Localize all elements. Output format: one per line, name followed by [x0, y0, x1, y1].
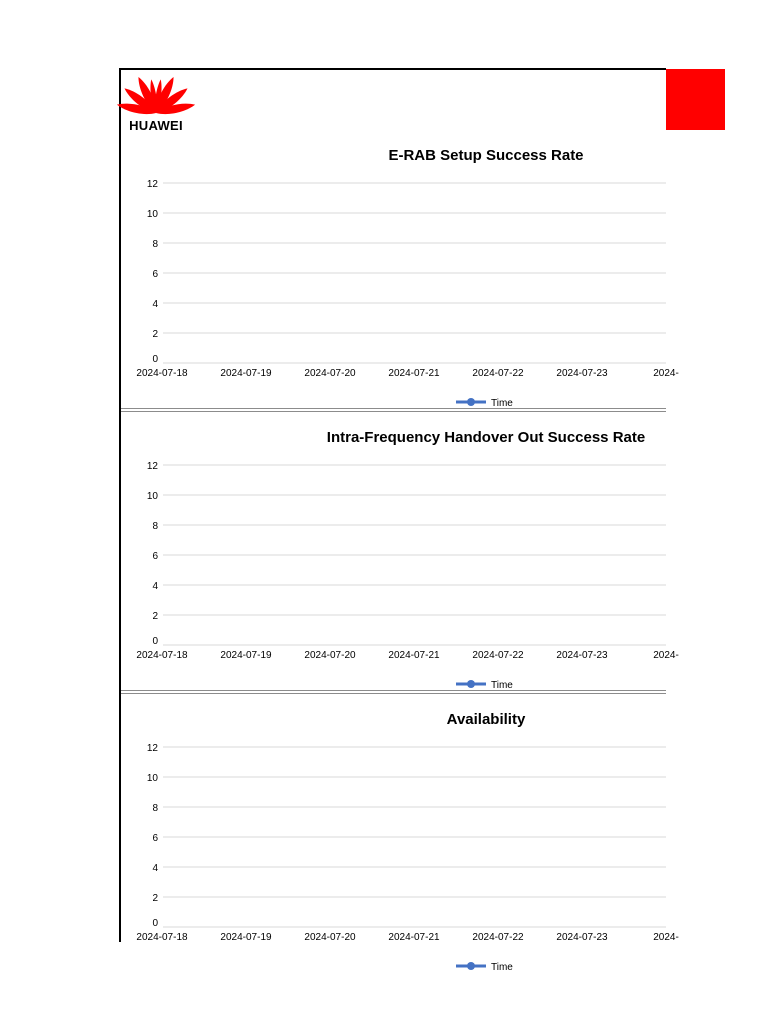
x-tick-label: 2024-	[653, 650, 679, 661]
legend-marker	[467, 962, 475, 970]
y-tick-label: 2	[152, 611, 158, 622]
y-tick-label: 0	[152, 918, 158, 929]
x-tick-label: 2024-07-23	[556, 932, 608, 943]
huawei-logo	[125, 70, 187, 133]
x-tick-label: 2024-07-22	[472, 368, 524, 379]
y-tick-label: 2	[152, 329, 158, 340]
x-tick-label: 2024-	[653, 368, 679, 379]
y-tick-label: 8	[152, 521, 158, 532]
y-tick-label: 6	[152, 551, 158, 562]
logo-text: HUAWEI	[129, 118, 183, 133]
x-tick-label: 2024-	[653, 932, 679, 943]
chart-title: E-RAB Setup Success Rate	[388, 147, 584, 164]
y-tick-label: 4	[152, 581, 158, 592]
legend-marker	[467, 398, 475, 406]
chart-panel-availability	[121, 694, 679, 974]
x-tick-label: 2024-07-19	[220, 650, 272, 661]
report-sheet	[119, 68, 679, 973]
chart-title: Intra-Frequency Handover Out Success Rate	[326, 429, 646, 446]
x-tick-label: 2024-07-21	[388, 650, 440, 661]
y-tick-label: 4	[152, 299, 158, 310]
x-tick-label: 2024-07-18	[136, 368, 188, 379]
y-tick-label: 12	[146, 179, 158, 190]
y-tick-label: 12	[146, 461, 158, 472]
legend-label: Time	[491, 962, 513, 973]
x-tick-label: 2024-07-22	[472, 650, 524, 661]
x-tick-label: 2024-07-23	[556, 368, 608, 379]
chart-intra-frequency-handover	[121, 412, 679, 692]
x-tick-label: 2024-07-18	[136, 932, 188, 943]
sheet-top-border	[121, 68, 666, 70]
chart-panel-handover	[121, 412, 679, 692]
x-tick-label: 2024-07-20	[304, 932, 356, 943]
chart-title: Availability	[446, 711, 526, 728]
y-tick-label: 0	[152, 636, 158, 647]
x-tick-label: 2024-07-22	[472, 932, 524, 943]
chart-erab-setup-success-rate	[121, 130, 679, 410]
x-tick-label: 2024-07-23	[556, 650, 608, 661]
huawei-petals-icon	[125, 70, 187, 118]
y-tick-label: 0	[152, 354, 158, 365]
legend-label: Time	[491, 680, 513, 691]
x-tick-label: 2024-07-19	[220, 932, 272, 943]
x-tick-label: 2024-07-19	[220, 368, 272, 379]
y-tick-label: 10	[146, 491, 158, 502]
y-tick-label: 6	[152, 833, 158, 844]
chart-availability	[121, 694, 679, 974]
y-tick-label: 6	[152, 269, 158, 280]
x-tick-label: 2024-07-20	[304, 650, 356, 661]
y-tick-label: 12	[146, 743, 158, 754]
y-tick-label: 8	[152, 239, 158, 250]
chart-panel-erab	[121, 130, 679, 410]
y-tick-label: 10	[146, 209, 158, 220]
x-tick-label: 2024-07-18	[136, 650, 188, 661]
x-tick-label: 2024-07-21	[388, 368, 440, 379]
legend-marker	[467, 680, 475, 688]
y-tick-label: 8	[152, 803, 158, 814]
y-tick-label: 2	[152, 893, 158, 904]
x-tick-label: 2024-07-20	[304, 368, 356, 379]
legend-label: Time	[491, 398, 513, 409]
y-tick-label: 10	[146, 773, 158, 784]
y-tick-label: 4	[152, 863, 158, 874]
legend	[456, 962, 513, 973]
x-tick-label: 2024-07-21	[388, 932, 440, 943]
